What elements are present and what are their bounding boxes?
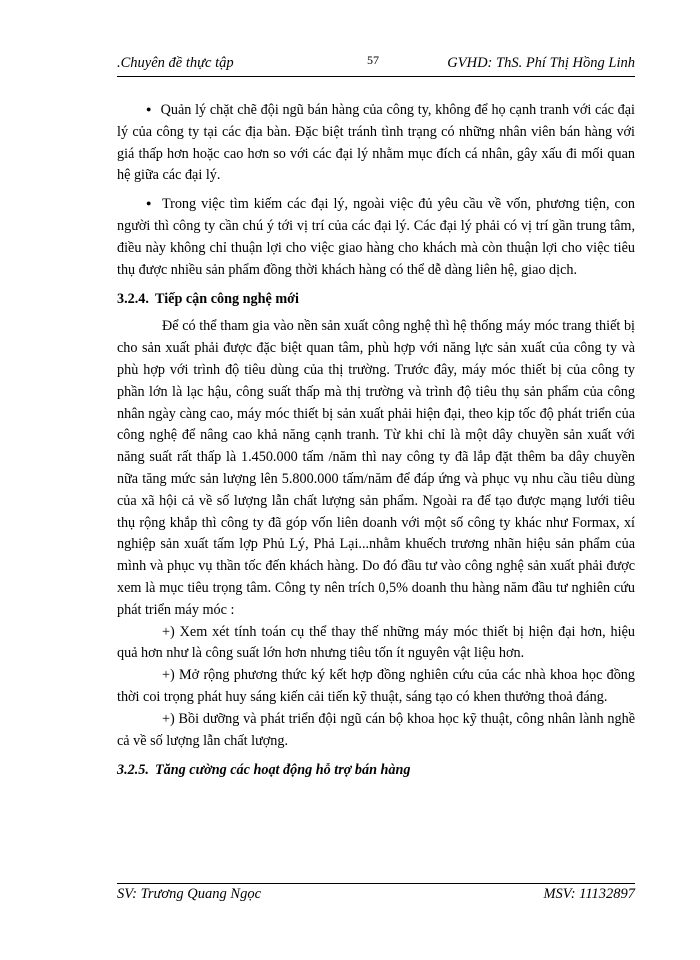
section-title: Tiếp cận công nghệ mới (155, 291, 299, 308)
list-item: +) Mở rộng phương thức ký kết hợp đồng nghiên cứu của các nhà khoa học đồng thời coi trọng phát huy sáng kiến cải tiến kỹ thuật, sáng tạo có khen thưởng thoả đáng. (117, 667, 635, 705)
bullet-icon: ● (146, 198, 153, 209)
section-number: 3.2.4. (117, 291, 149, 308)
bullet-text: Trong việc tìm kiếm các đại lý, ngoài việc đủ yêu cầu về vốn, phương tiện, con người thì công ty cần chú ý tới vị trí của các đại lý. Các đại lý phải có vị trí gần trung tâm, điều này không chỉ thuận lợi cho việc giao hàng cho khách mà còn thuận lợi cho việc tiêu thụ được nhiều sản phẩm đồng thời khách hàng có thể dễ dàng liên hệ, giao dịch. (117, 196, 636, 278)
page-number: 57 (367, 53, 379, 67)
student-id: MSV: 11132897 (543, 886, 635, 902)
bullet-icon: ● (146, 104, 152, 114)
footer-divider (117, 883, 635, 884)
list-item: +) Xem xét tính toán cụ thể thay thế những máy móc thiết bị hiện đại hơn, hiệu quả hơn như là công suất lớn hơn nhưng tiêu tốn ít nguyên vật liệu hơn. (117, 623, 635, 662)
document-title: .Chuyên đề thực tập (117, 55, 234, 71)
bullet-paragraph (117, 193, 635, 281)
section-number: 3.2.5. (117, 762, 149, 779)
student-name: SV: Trương Quang Ngọc (117, 886, 262, 902)
body-paragraph: Để có thể tham gia vào nền sản xuất công nghệ thì hệ thống máy móc trang thiết bị cho sản xuất phải được đặc biệt quan tâm, phù hợp với năng lực sản xuất của công ty và phù hợp với trình độ tiêu dùng của thị trường. Trước đây, máy móc thiết bị của công ty phần lớn là lạc hậu, công suất thấp mà thị trường và trình độ tiêu thụ sản phẩm của công nhân ngày càng cao, máy móc thiết bị sản xuất phải hiện đại, theo kịp tốc độ phát triển của công nghệ để nâng cao khả năng cạnh tranh. Từ khi chỉ là một dây chuyền sản xuất với năng suất rất thấp là 1.450.000 tấm /năm thì nay công ty đã lắp đặt thêm ba dây chuyền nữa tăng mức sản lượng lên 5.800.000 tấm/năm để đáp ứng và phục vụ nhu cầu tiêu dùng của xã hội cả về số lượng lẫn chất lượng sản phẩm. Ngoài ra để tạo được mạng lưới tiêu thụ rộng khắp thì công ty đã góp vốn liên doanh với một số công ty khác như Formax, xí nghiệp sản xuất tấm lợp Phủ Lý, Phả Lại...nhằm khuếch trương nhãn hiệu sản phẩm của mình và phục vụ thần tốc đến khách hàng. Do đó đầu tư vào công nghệ sản xuất phải được xem là mục tiêu trọng tâm. Công ty nên trích 0,5% doanh thu hàng năm đầu tư nghiên cứu phát triển máy móc : (117, 318, 635, 618)
supervisor-name: GVHD: ThS. Phí Thị Hồng Linh (447, 55, 635, 71)
bullet-paragraph (117, 99, 635, 187)
page-header (117, 55, 635, 75)
section-title: Tăng cường các hoạt động hỗ trợ bán hàng (155, 762, 411, 779)
list-item: +) Bồi dưỡng và phát triển đội ngũ cán bộ khoa học kỹ thuật, công nhân lành nghề cả về số lượng lẫn chất lượng. (117, 710, 635, 749)
bullet-text: Quản lý chặt chẽ đội ngũ bán hàng của công ty, không để họ cạnh tranh với các đại lý của công ty tại các địa bàn. Đặc biệt tránh tình trạng có những nhân viên bán hàng với giá thấp hơn hoặc cao hơn so với các đại lý nhằm mục đích cá nhân, gây xấu đi mối quan hệ giữa các đại lý. (117, 102, 635, 184)
section-heading (117, 759, 635, 781)
section-heading (117, 288, 635, 310)
header-divider (117, 76, 635, 77)
page-footer (117, 886, 635, 906)
page-body (117, 99, 635, 781)
